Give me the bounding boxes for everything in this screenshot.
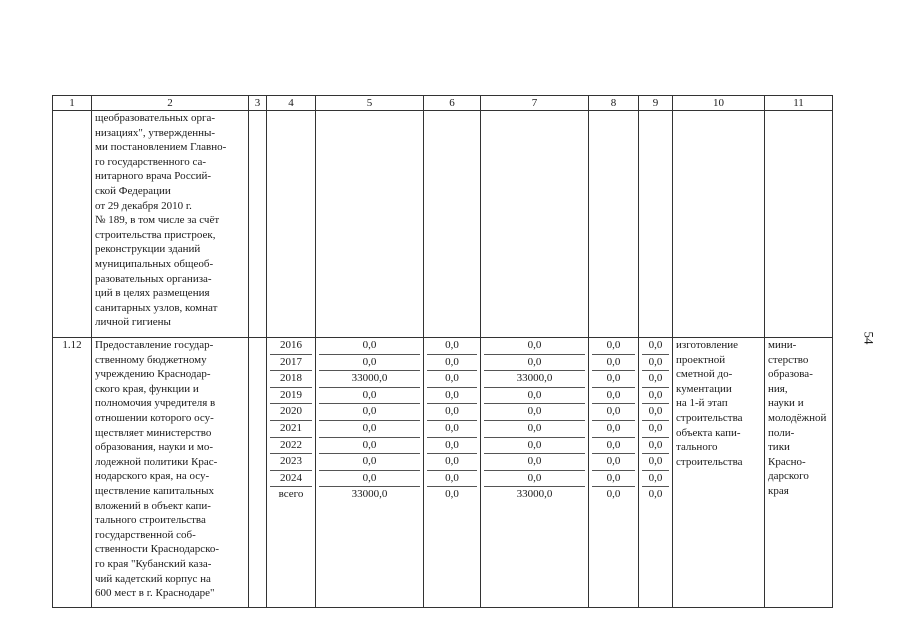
empty-cell <box>249 111 267 338</box>
value-cell: 0,0 <box>648 488 663 501</box>
text-line: от 29 декабря 2010 г. <box>95 199 192 212</box>
row-1-12 <box>53 338 833 608</box>
value-cell: 0,0 <box>606 488 621 501</box>
value-cell: 0,0 <box>642 454 669 471</box>
text-line: ществление капитальных <box>95 484 215 497</box>
empty-cell <box>267 111 316 338</box>
value-cell: 0,0 <box>484 355 585 372</box>
value-cell: 0,0 <box>592 421 635 438</box>
text-line: санитарных узлов, комнат <box>95 301 218 314</box>
value-cell: 2019 <box>270 388 312 405</box>
value-cell: 0,0 <box>319 355 420 372</box>
header-cell: 9 <box>639 96 673 111</box>
text-line: стерство <box>768 353 809 366</box>
text-line: муниципальных общеоб- <box>95 257 214 270</box>
value-cell: 0,0 <box>484 421 585 438</box>
col9-cell <box>639 338 673 608</box>
col6-list <box>427 338 477 503</box>
value-cell: 33000,0 <box>484 371 585 388</box>
text-line: образования, науки и мо- <box>95 441 213 454</box>
description-lines <box>95 111 245 330</box>
col5-list <box>319 338 420 503</box>
value-cell: 0,0 <box>319 404 420 421</box>
text-line: ского края, функции и <box>95 382 199 395</box>
value-cell: 2018 <box>270 371 312 388</box>
col6-cell <box>424 338 481 608</box>
program-table <box>52 95 833 608</box>
text-line: государственной соб- <box>95 528 196 541</box>
value-cell: 2024 <box>270 471 312 488</box>
header-cell: 2 <box>92 96 249 111</box>
value-cell: 0,0 <box>592 438 635 455</box>
value-cell: 0,0 <box>642 471 669 488</box>
value-cell: 0,0 <box>319 471 420 488</box>
header-cell: 10 <box>673 96 765 111</box>
empty-cell <box>673 111 765 338</box>
text-line: реконструкции зданий <box>95 243 201 256</box>
text-line: мини- <box>768 339 797 351</box>
header-cell: 4 <box>267 96 316 111</box>
value-cell: 2020 <box>270 404 312 421</box>
value-cell: 0,0 <box>592 404 635 421</box>
value-cell: 33000,0 <box>319 371 420 388</box>
text-line: ций в целях размещения <box>95 287 210 300</box>
text-line: № 189, в том числе за счёт <box>95 214 220 227</box>
description-lines <box>95 338 245 601</box>
value-cell: 0,0 <box>484 438 585 455</box>
text-line: науки и <box>768 397 804 410</box>
value-cell: 0,0 <box>319 388 420 405</box>
text-line: объекта капи- <box>676 426 741 439</box>
header-cell: 7 <box>481 96 589 111</box>
text-line: 600 мест в г. Краснодаре" <box>95 587 215 600</box>
text-line: лодежной политики Крас- <box>95 455 218 468</box>
col8-list <box>592 338 635 503</box>
header-cell: 6 <box>424 96 481 111</box>
value-cell: 0,0 <box>427 355 477 372</box>
value-cell: 0,0 <box>642 355 669 372</box>
description-cell <box>92 338 249 608</box>
value-cell: 0,0 <box>592 471 635 488</box>
value-cell: 0,0 <box>592 355 635 372</box>
value-cell: 0,0 <box>592 388 635 405</box>
year-list <box>270 338 312 503</box>
value-cell: 0,0 <box>319 454 420 471</box>
executor-cell <box>765 338 833 608</box>
text-line: края <box>768 484 789 497</box>
header-row <box>53 96 833 111</box>
activity-cell <box>673 338 765 608</box>
text-line: кументации <box>676 382 732 395</box>
col9-list <box>642 338 669 503</box>
empty-cell <box>249 338 267 608</box>
value-cell: 2023 <box>270 454 312 471</box>
header-cell: 5 <box>316 96 424 111</box>
value-cell: 0,0 <box>484 454 585 471</box>
activity-lines <box>676 338 761 469</box>
continuation-row <box>53 111 833 338</box>
text-line: сметной до- <box>676 368 733 381</box>
value-cell: 0,0 <box>642 338 669 355</box>
value-cell: 0,0 <box>427 404 477 421</box>
text-line: строительства <box>676 411 743 424</box>
text-line: тального строительства <box>95 514 206 527</box>
text-line: полномочия учредителя в <box>95 397 216 410</box>
value-cell: 2021 <box>270 421 312 438</box>
header-cell: 1 <box>53 96 92 111</box>
text-line: тального <box>676 441 718 454</box>
text-line: строительства пристроек, <box>95 228 216 241</box>
text-line: го края "Кубанский каза- <box>95 557 212 570</box>
value-cell: 0,0 <box>642 438 669 455</box>
text-line: на 1-й этап <box>676 397 728 410</box>
text-line: ственному бюджетному <box>95 353 207 366</box>
text-line: строительства <box>676 455 743 468</box>
value-cell: 0,0 <box>427 471 477 488</box>
value-cell: 0,0 <box>642 404 669 421</box>
value-cell: 0,0 <box>484 471 585 488</box>
header-cell: 8 <box>589 96 639 111</box>
text-line: изготовление <box>676 339 739 351</box>
row-number-cell <box>53 111 92 338</box>
text-line: разовательных организа- <box>95 272 212 285</box>
text-line: ществляет министерство <box>95 426 212 439</box>
row-number-cell: 1.12 <box>53 338 92 608</box>
text-line: ской Федерации <box>95 184 171 197</box>
text-line: Предоставление государ- <box>95 339 214 351</box>
text-line: Красно- <box>768 455 806 468</box>
header-cell: 11 <box>765 96 833 111</box>
text-line: низациях", утвержденны- <box>95 126 216 139</box>
value-cell: 0,0 <box>319 421 420 438</box>
text-line: образова- <box>768 368 813 381</box>
empty-cell <box>424 111 481 338</box>
text-line: нитарного врача Россий- <box>95 170 212 183</box>
text-line: щеобразовательных орга- <box>95 112 216 124</box>
value-cell: 33000,0 <box>516 488 553 501</box>
text-line: ственности Краснодарско- <box>95 543 220 556</box>
text-line: ния, <box>768 382 788 395</box>
empty-cell <box>316 111 424 338</box>
text-line: чий кадетский корпус на <box>95 572 211 585</box>
value-cell: 0,0 <box>427 338 477 355</box>
text-line: го государственного са- <box>95 155 207 168</box>
col8-cell <box>589 338 639 608</box>
value-cell: 0,0 <box>484 404 585 421</box>
text-line: учреждению Краснодар- <box>95 368 211 381</box>
text-line: тики <box>768 441 790 454</box>
value-cell: 2022 <box>270 438 312 455</box>
value-cell: 33000,0 <box>351 488 388 501</box>
value-cell: 0,0 <box>427 454 477 471</box>
executor-lines <box>768 338 829 499</box>
col7-list <box>484 338 585 503</box>
value-cell: 0,0 <box>427 388 477 405</box>
header-cell: 3 <box>249 96 267 111</box>
value-cell: 0,0 <box>642 421 669 438</box>
text-line: нодарского края, на осу- <box>95 470 210 483</box>
value-cell: 0,0 <box>319 438 420 455</box>
description-cell <box>92 111 249 338</box>
empty-cell <box>481 111 589 338</box>
page-number: 54 <box>861 331 877 345</box>
value-cell: 0,0 <box>484 388 585 405</box>
value-cell: 0,0 <box>642 371 669 388</box>
value-cell: 0,0 <box>427 438 477 455</box>
value-cell: всего <box>278 488 304 501</box>
col7-cell <box>481 338 589 608</box>
text-line: проектной <box>676 353 726 366</box>
text-line: личной гигиены <box>95 316 171 329</box>
value-cell: 0,0 <box>592 371 635 388</box>
text-line: дарского <box>768 470 809 483</box>
value-cell: 0,0 <box>484 338 585 355</box>
text-line: вложений в объект капи- <box>95 499 211 512</box>
empty-cell <box>639 111 673 338</box>
empty-cell <box>765 111 833 338</box>
text-line: отношении которого осу- <box>95 411 214 424</box>
text-line: молодёжной поли- <box>768 411 827 439</box>
value-cell: 0,0 <box>427 371 477 388</box>
value-cell: 0,0 <box>592 338 635 355</box>
value-cell: 0,0 <box>642 388 669 405</box>
value-cell: 0,0 <box>427 421 477 438</box>
value-cell: 2017 <box>270 355 312 372</box>
value-cell: 0,0 <box>319 338 420 355</box>
empty-cell <box>589 111 639 338</box>
value-cell: 0,0 <box>592 454 635 471</box>
value-cell: 2016 <box>270 338 312 355</box>
value-cell: 0,0 <box>445 488 459 501</box>
text-line: ми постановлением Главно- <box>95 141 227 154</box>
year-cell <box>267 338 316 608</box>
col5-cell <box>316 338 424 608</box>
